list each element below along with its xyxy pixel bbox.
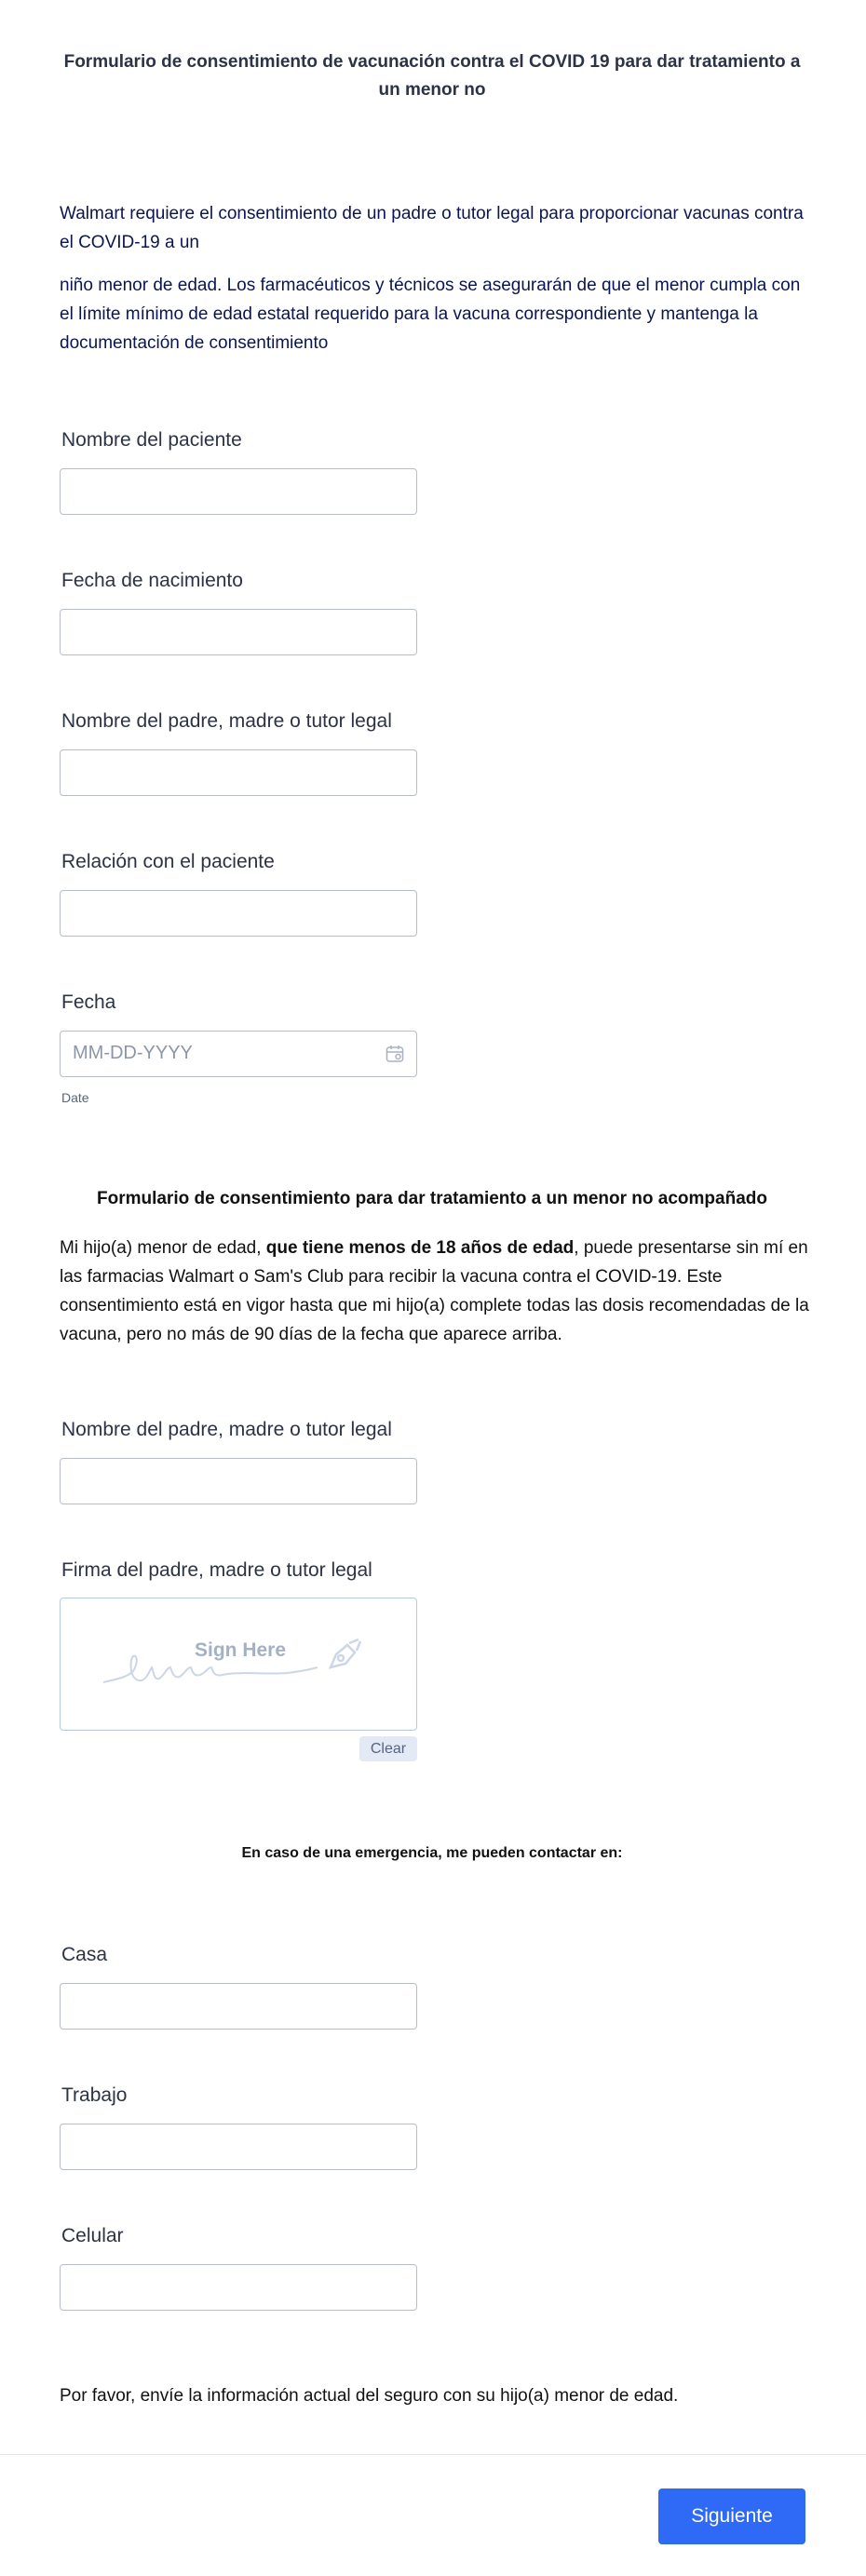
relationship-input[interactable] [60,890,417,937]
insurance-note: Por favor, envíe la información actual del seguro con su hijo(a) menor de edad. [60,2386,679,2406]
birth-date-label: Fecha de nacimiento [61,570,243,591]
guardian-name-2-input[interactable] [60,1458,417,1504]
unaccompanied-section-title: Formulario de consentimiento para dar tratamiento a un menor no acompañado [96,1189,767,1208]
patient-name-label: Nombre del paciente [61,429,242,451]
emergency-contact-title: En caso de una emergencia, me pueden contactar en: [241,1845,623,1861]
unaccompanied-consent-text: Mi hijo(a) menor de edad, que tiene menos de 18 años de edad, puede presentarse sin mí en las farmacias Walmart o Sam's Club para recibir la vacuna contra el COVID-19. Este consentimiento está en vigor hasta que mi hijo(a) complete todas las dosis recomendadas de la vacuna, pero no más de 90 días de la fecha que aparece arriba. [60,1238,809,1344]
pen-nib-icon [327,1636,364,1673]
sign-here-placeholder: Sign Here [195,1639,287,1661]
calendar-icon[interactable] [385,1044,405,1064]
birth-date-input[interactable] [60,609,417,655]
relationship-label: Relación con el paciente [61,851,275,872]
date-placeholder: MM-DD-YYYY [73,1043,193,1063]
signature-label: Firma del padre, madre o tutor legal [61,1559,372,1581]
date-sublabel: Date [61,1090,89,1105]
intro-paragraph-1: Walmart requiere el consentimiento de un padre o tutor legal para proporcionar vacunas contra el COVID-19 a un [60,204,804,252]
work-phone-label: Trabajo [61,2084,128,2106]
guardian-name-label: Nombre del padre, madre o tutor legal [61,710,392,732]
clear-signature-button[interactable]: Clear [359,1736,417,1761]
date-label: Fecha [61,991,116,1013]
cell-phone-input[interactable] [60,2264,417,2311]
home-phone-label: Casa [61,1944,108,1965]
home-phone-input[interactable] [60,1983,417,2030]
next-button[interactable]: Siguiente [658,2488,805,2544]
footer-divider [0,2454,866,2455]
date-input[interactable] [60,1031,417,1077]
form-title: Formulario de consentimiento de vacunación contra el COVID 19 para dar tratamiento a un menor no [63,52,801,100]
patient-name-input[interactable] [60,468,417,515]
guardian-name-input[interactable] [60,749,417,796]
guardian-name-2-label: Nombre del padre, madre o tutor legal [61,1419,392,1440]
signature-pad[interactable] [60,1598,417,1731]
work-phone-input[interactable] [60,2124,417,2170]
intro-paragraph-2: niño menor de edad. Los farmacéuticos y técnicos se asegurarán de que el menor cumpla con el límite mínimo de edad estatal requerido para la vacuna correspondiente y mantenga la documentación de consentimiento [60,276,801,353]
cell-phone-label: Celular [61,2225,124,2246]
